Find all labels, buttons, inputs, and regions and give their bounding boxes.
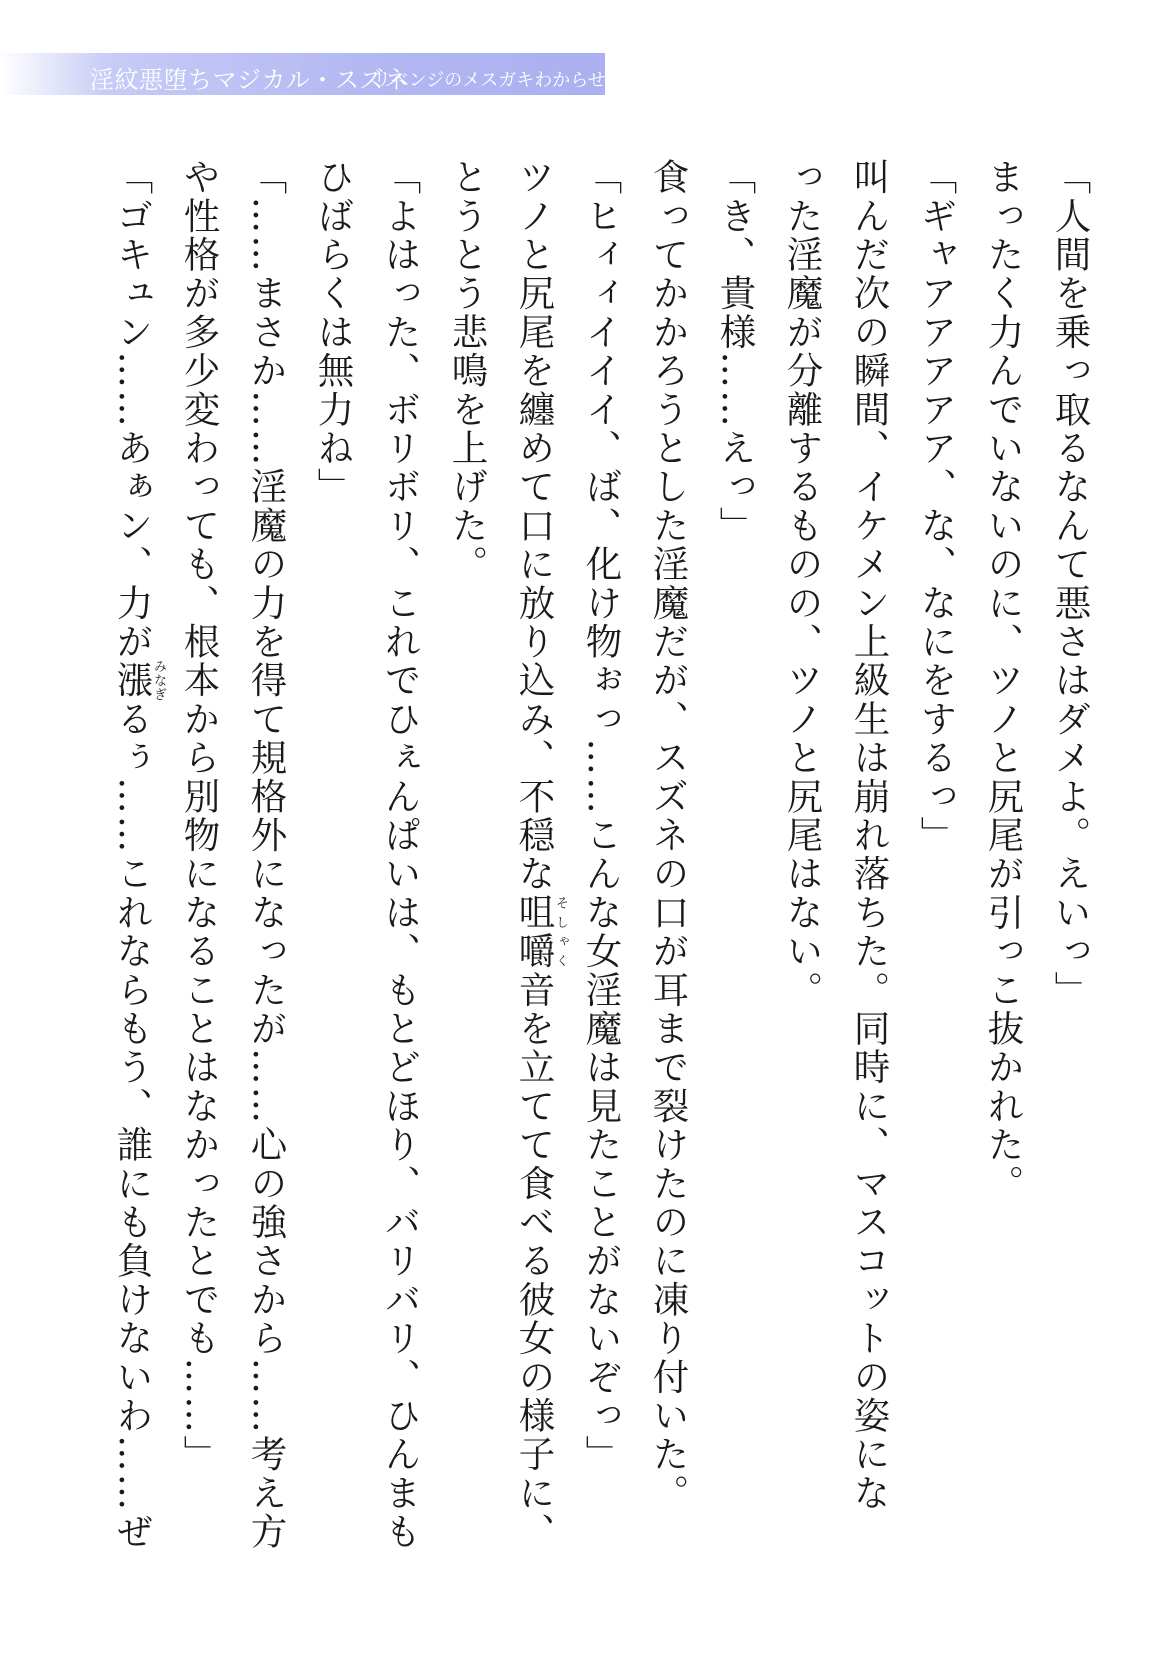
novel-body-text bbox=[84, 158, 1104, 1598]
book-subtitle: リベンジのメスガキわからせ bbox=[373, 70, 606, 91]
text-line-1: 「人間を乗っ取るなんて悪さはダメよ。えいっ」 bbox=[1049, 158, 1092, 1010]
furigana-reading: みなぎ bbox=[151, 659, 166, 702]
text-line-12: ひばらくは無力ね」 bbox=[312, 158, 355, 507]
text-line-2: まったく力んでいないのに、ツノと尻尾が引っこ抜かれた。 bbox=[982, 158, 1025, 1203]
furigana-ruby: 咀嚼そしゃく bbox=[513, 893, 568, 971]
running-header bbox=[0, 53, 605, 95]
text-line-9: ツノと尻尾を纏めて口に放り込み、不穏な咀嚼そしゃく音を立てて食べる彼女の様子に、 bbox=[513, 158, 568, 1552]
text-line-7: 食ってかかろうとした淫魔だが、スズネの口が耳まで裂けたのに凍り付いた。 bbox=[647, 158, 690, 1513]
text-line-6: 「き、貴様……えっ」 bbox=[714, 158, 757, 545]
text-line-14: や性格が多少変わっても、根本から別物になることはなかったとでも……」 bbox=[178, 158, 221, 1474]
furigana-ruby: 漲みなぎ bbox=[111, 659, 166, 702]
furigana-reading: そしゃく bbox=[553, 893, 568, 971]
text-line-15: 「ゴキュン……あぁン、力が漲みなぎるぅ……これならもう、誰にも負けないわ……ぜ bbox=[111, 158, 166, 1552]
text-line-4: 叫んだ次の瞬間、イケメン上級生は崩れ落ちた。同時に、マスコットの姿にな bbox=[848, 158, 891, 1513]
book-title: 淫紋悪堕ちマジカル・スズネ bbox=[90, 66, 409, 94]
text-line-3: 「ギャアアアアア、な、なにをするっ」 bbox=[915, 158, 958, 855]
text-line-13: 「……まさか……淫魔の力を得て規格外になったが……心の強さから……考え方 bbox=[245, 158, 288, 1552]
text-line-11: 「よはった、ボリボリ、これでひぇんぱいは、もとどほり、バリバリ、ひんまも bbox=[379, 158, 422, 1552]
text-line-8: 「ヒィィイイイ、ば、化け物ぉっ……こんな女淫魔は見たことがないぞっ」 bbox=[580, 158, 623, 1474]
text-line-10: とうとう悲鳴を上げた。 bbox=[446, 158, 489, 584]
text-line-5: った淫魔が分離するものの、ツノと尻尾はない。 bbox=[781, 158, 824, 1010]
